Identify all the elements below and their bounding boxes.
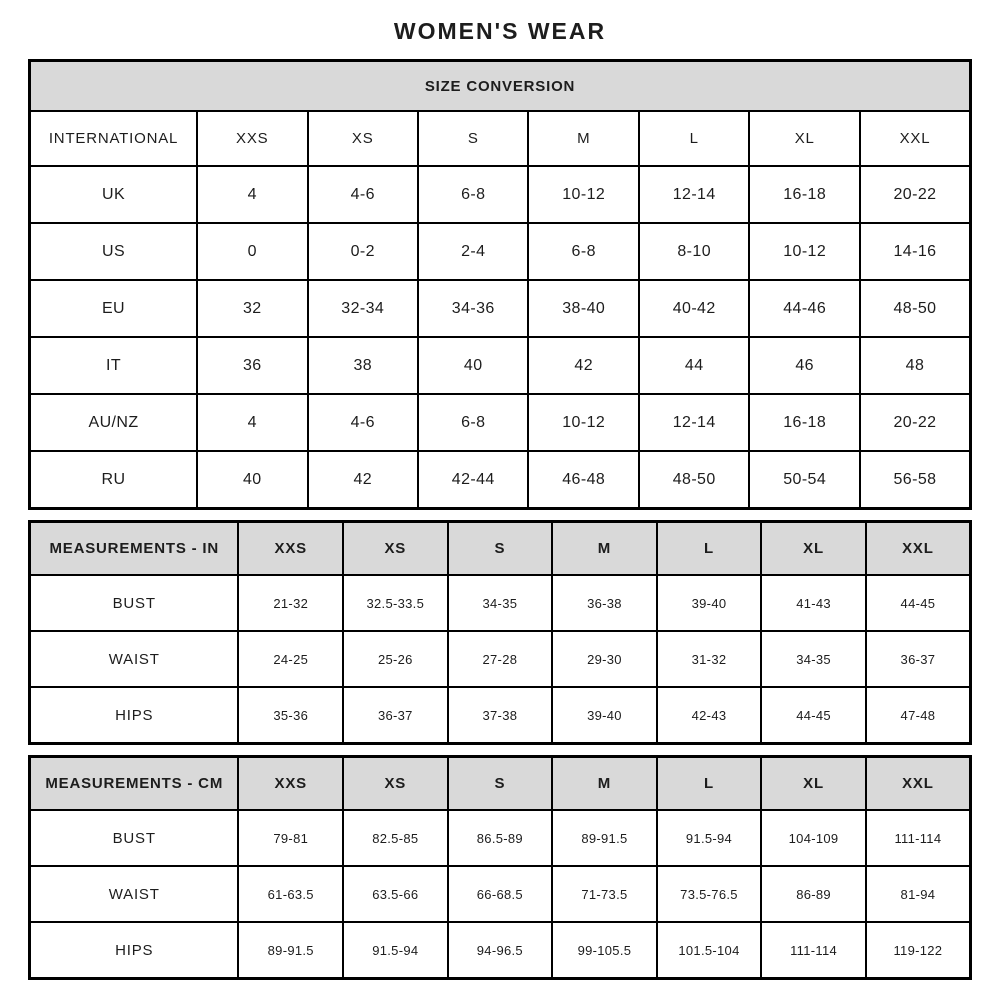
column-header: XL [761, 522, 866, 576]
header-row [30, 757, 971, 811]
value-cell: 16-18 [749, 166, 859, 223]
row-label: UK [30, 166, 198, 223]
column-header: XL [761, 757, 866, 811]
column-header: L [639, 111, 749, 166]
row-label: RU [30, 451, 198, 509]
value-cell: 36-37 [343, 687, 448, 744]
value-cell: 104-109 [761, 810, 866, 866]
value-cell: 6-8 [418, 166, 528, 223]
value-cell: 20-22 [860, 166, 971, 223]
value-cell: 82.5-85 [343, 810, 448, 866]
column-header: XL [749, 111, 859, 166]
column-header: M [528, 111, 638, 166]
header-row [30, 111, 971, 166]
row-label: HIPS [30, 922, 239, 979]
value-cell: 32.5-33.5 [343, 575, 448, 631]
table-row [30, 166, 971, 223]
value-cell: 10-12 [749, 223, 859, 280]
value-cell: 39-40 [552, 687, 657, 744]
column-header: M [552, 522, 657, 576]
value-cell: 27-28 [448, 631, 553, 687]
value-cell: 73.5-76.5 [657, 866, 762, 922]
value-cell: 48-50 [639, 451, 749, 509]
column-header: XXS [238, 757, 343, 811]
value-cell: 42-43 [657, 687, 762, 744]
value-cell: 12-14 [639, 166, 749, 223]
value-cell: 37-38 [448, 687, 553, 744]
value-cell: 61-63.5 [238, 866, 343, 922]
column-header: L [657, 757, 762, 811]
value-cell: 41-43 [761, 575, 866, 631]
table-row [30, 280, 971, 337]
value-cell: 66-68.5 [448, 866, 553, 922]
value-cell: 44-45 [866, 575, 971, 631]
column-header: S [448, 757, 553, 811]
column-header: S [448, 522, 553, 576]
value-cell: 10-12 [528, 166, 638, 223]
value-cell: 44 [639, 337, 749, 394]
value-cell: 31-32 [657, 631, 762, 687]
row-label: US [30, 223, 198, 280]
table-row [30, 631, 971, 687]
value-cell: 32 [197, 280, 307, 337]
value-cell: 0 [197, 223, 307, 280]
value-cell: 71-73.5 [552, 866, 657, 922]
column-header: L [657, 522, 762, 576]
column-header: S [418, 111, 528, 166]
row-label: IT [30, 337, 198, 394]
value-cell: 111-114 [761, 922, 866, 979]
value-cell: 89-91.5 [238, 922, 343, 979]
value-cell: 10-12 [528, 394, 638, 451]
value-cell: 29-30 [552, 631, 657, 687]
column-header: XXL [860, 111, 971, 166]
table-caption-row [30, 61, 971, 112]
value-cell: 46 [749, 337, 859, 394]
row-label: HIPS [30, 687, 239, 744]
table-row [30, 687, 971, 744]
table-row [30, 223, 971, 280]
value-cell: 14-16 [860, 223, 971, 280]
column-header: XXL [866, 757, 971, 811]
value-cell: 101.5-104 [657, 922, 762, 979]
value-cell: 4-6 [308, 394, 418, 451]
value-cell: 42-44 [418, 451, 528, 509]
row-label: AU/NZ [30, 394, 198, 451]
table-row [30, 575, 971, 631]
measurements-in-table [28, 520, 972, 745]
value-cell: 47-48 [866, 687, 971, 744]
measurements-cm-table [28, 755, 972, 980]
value-cell: 16-18 [749, 394, 859, 451]
size-conversion-table [28, 59, 972, 510]
column-header: M [552, 757, 657, 811]
value-cell: 8-10 [639, 223, 749, 280]
column-header: INTERNATIONAL [30, 111, 198, 166]
header-row [30, 522, 971, 576]
column-header: XS [343, 522, 448, 576]
table-row [30, 866, 971, 922]
column-header: XXS [238, 522, 343, 576]
value-cell: 4-6 [308, 166, 418, 223]
value-cell: 42 [308, 451, 418, 509]
value-cell: 0-2 [308, 223, 418, 280]
value-cell: 46-48 [528, 451, 638, 509]
value-cell: 39-40 [657, 575, 762, 631]
row-label: BUST [30, 810, 239, 866]
value-cell: 4 [197, 166, 307, 223]
value-cell: 40 [197, 451, 307, 509]
value-cell: 99-105.5 [552, 922, 657, 979]
value-cell: 38-40 [528, 280, 638, 337]
value-cell: 32-34 [308, 280, 418, 337]
value-cell: 34-35 [448, 575, 553, 631]
value-cell: 94-96.5 [448, 922, 553, 979]
value-cell: 25-26 [343, 631, 448, 687]
value-cell: 111-114 [866, 810, 971, 866]
column-header: MEASUREMENTS - CM [30, 757, 239, 811]
value-cell: 6-8 [528, 223, 638, 280]
value-cell: 89-91.5 [552, 810, 657, 866]
column-header: MEASUREMENTS - IN [30, 522, 239, 576]
value-cell: 119-122 [866, 922, 971, 979]
value-cell: 36-38 [552, 575, 657, 631]
value-cell: 34-36 [418, 280, 528, 337]
value-cell: 40 [418, 337, 528, 394]
value-cell: 86-89 [761, 866, 866, 922]
value-cell: 86.5-89 [448, 810, 553, 866]
value-cell: 50-54 [749, 451, 859, 509]
value-cell: 42 [528, 337, 638, 394]
value-cell: 4 [197, 394, 307, 451]
row-label: WAIST [30, 866, 239, 922]
row-label: WAIST [30, 631, 239, 687]
value-cell: 48-50 [860, 280, 971, 337]
value-cell: 40-42 [639, 280, 749, 337]
value-cell: 48 [860, 337, 971, 394]
size-conversion-title: SIZE CONVERSION [30, 61, 971, 112]
value-cell: 12-14 [639, 394, 749, 451]
value-cell: 44-45 [761, 687, 866, 744]
column-header: XXL [866, 522, 971, 576]
value-cell: 20-22 [860, 394, 971, 451]
column-header: XS [308, 111, 418, 166]
row-label: BUST [30, 575, 239, 631]
value-cell: 81-94 [866, 866, 971, 922]
table-row [30, 337, 971, 394]
value-cell: 63.5-66 [343, 866, 448, 922]
value-cell: 56-58 [860, 451, 971, 509]
table-row [30, 394, 971, 451]
value-cell: 38 [308, 337, 418, 394]
value-cell: 79-81 [238, 810, 343, 866]
value-cell: 36-37 [866, 631, 971, 687]
value-cell: 36 [197, 337, 307, 394]
value-cell: 2-4 [418, 223, 528, 280]
value-cell: 91.5-94 [343, 922, 448, 979]
table-row [30, 810, 971, 866]
value-cell: 21-32 [238, 575, 343, 631]
value-cell: 44-46 [749, 280, 859, 337]
row-label: EU [30, 280, 198, 337]
value-cell: 35-36 [238, 687, 343, 744]
table-row [30, 922, 971, 979]
column-header: XS [343, 757, 448, 811]
value-cell: 24-25 [238, 631, 343, 687]
value-cell: 6-8 [418, 394, 528, 451]
value-cell: 34-35 [761, 631, 866, 687]
column-header: XXS [197, 111, 307, 166]
table-row [30, 451, 971, 509]
value-cell: 91.5-94 [657, 810, 762, 866]
page-title: WOMEN'S WEAR [393, 18, 607, 44]
